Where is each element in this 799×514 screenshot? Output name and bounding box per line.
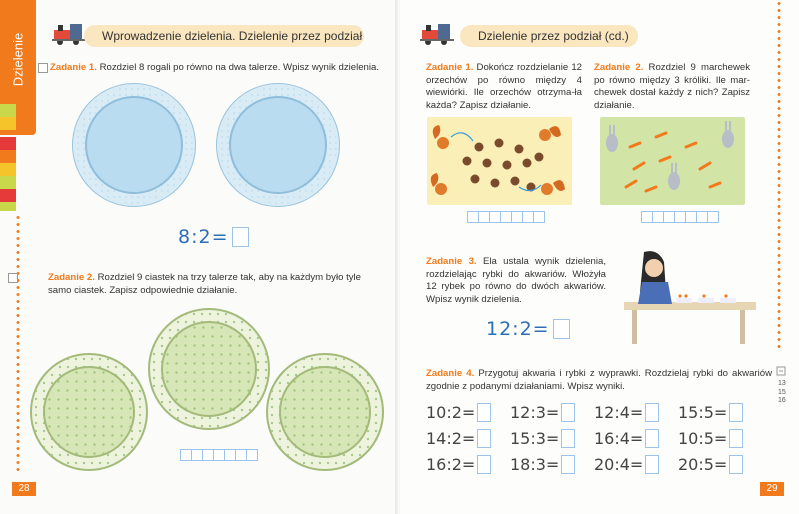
answer-box[interactable] — [232, 227, 249, 247]
equation — [426, 429, 491, 448]
color-stripe — [0, 176, 16, 189]
train-icon — [52, 22, 88, 46]
color-stripe — [0, 163, 16, 176]
equation-text: 14:2= — [426, 429, 476, 448]
task-1-text: Rozdziel 8 rogali po równo na dwa talerze. Wpisz wynik dzielenia. — [99, 62, 380, 73]
answer-grid[interactable] — [641, 211, 719, 223]
task-3-equation — [486, 318, 570, 340]
right-page — [400, 0, 799, 514]
equation — [426, 455, 491, 474]
dotted-line — [777, 0, 781, 350]
equation-text: 12:2= — [486, 318, 550, 340]
equation-text: 16:4= — [594, 429, 644, 448]
left-page — [0, 0, 397, 514]
equation — [510, 403, 575, 422]
color-stripe — [0, 117, 16, 130]
rabbits-illustration — [600, 117, 745, 205]
task-2-text: Rozdziel 9 ciastek na trzy talerze tak, aby na każdym było tyle samo ciastek. Zapisz odpowiednie działanie. — [48, 272, 362, 296]
equation — [426, 403, 491, 422]
dotted-line — [16, 214, 20, 474]
page-header: Dzielenie przez podział (cd.) — [460, 25, 638, 47]
equation-text: 10:5= — [678, 429, 728, 448]
answer-grid[interactable] — [467, 211, 545, 223]
task-1 — [426, 62, 582, 112]
answer-box[interactable] — [561, 455, 575, 474]
answer-box[interactable] — [645, 403, 659, 422]
answer-box[interactable] — [477, 403, 491, 422]
equation-text: 18:3= — [510, 455, 560, 474]
margin-refs — [778, 380, 786, 406]
equation-text: 8:2= — [178, 226, 229, 248]
task-1 — [50, 62, 390, 75]
equation — [594, 429, 659, 448]
task-3-label: Zadanie 3. — [426, 256, 477, 267]
equation — [678, 455, 743, 474]
task-2-text: Rozdziel 9 marchewek po równo między 3 króliki. Ile mar-chewek dostał każdy z nich? Zapisz działanie. — [594, 62, 751, 111]
answer-box[interactable] — [561, 403, 575, 422]
equation — [594, 403, 659, 422]
girl-at-desk-illustration — [614, 250, 759, 345]
worksheet-ref-icon — [776, 366, 786, 376]
plate — [30, 353, 148, 471]
page-number: 28 — [12, 482, 36, 496]
answer-box[interactable] — [729, 403, 743, 422]
task-1-label: Zadanie 1. — [426, 62, 474, 73]
equation-text: 15:5= — [678, 403, 728, 422]
color-stripe — [0, 202, 16, 211]
equation-text: 16:2= — [426, 455, 476, 474]
answer-box[interactable] — [477, 455, 491, 474]
answer-grid[interactable] — [180, 449, 258, 461]
task-1-equation — [178, 226, 249, 248]
task-4-label: Zadanie 4. — [426, 368, 475, 379]
answer-box[interactable] — [553, 319, 570, 339]
equation-text: 12:4= — [594, 403, 644, 422]
equation-text: 12:3= — [510, 403, 560, 422]
answer-box[interactable] — [561, 429, 575, 448]
margin-ref: 15 — [778, 388, 786, 396]
margin-ref: 16 — [778, 397, 786, 404]
task-3-text: Ela ustala wynik dzielenia, rozdzielając rybki do akwariów. Włożyła 12 rybek po równo do dwóch akwariów. Wpisz wynik dzielenia. — [426, 256, 606, 305]
task-4-text: Przygotuj akwaria i rybki z wyprawki. Rozdzielaj rybki do akwariów zgodnie z podanymi działaniami. Wpisz wyniki. — [426, 368, 773, 392]
equation-text: 15:3= — [510, 429, 560, 448]
task-2-label: Zadanie 2. — [48, 272, 95, 283]
answer-box[interactable] — [645, 455, 659, 474]
task-1-text: Dokończ rozdzielanie 12 orzechów po równo między 4 wiewiórki. Ile orzechów otrzyma-ła każda? Zapisz działanie. — [426, 62, 582, 111]
plate — [72, 83, 196, 207]
equation — [594, 455, 659, 474]
task-2 — [594, 62, 750, 112]
equation — [678, 429, 743, 448]
equation-text: 20:4= — [594, 455, 644, 474]
plate — [148, 308, 270, 430]
equation-text: 10:2= — [426, 403, 476, 422]
task-checkbox[interactable] — [8, 273, 18, 283]
answer-box[interactable] — [729, 455, 743, 474]
equation — [510, 429, 575, 448]
train-icon — [420, 22, 456, 46]
task-1-label: Zadanie 1. — [50, 62, 97, 73]
squirrels-illustration — [427, 117, 572, 205]
equation — [678, 403, 743, 422]
equation-text: 20:5= — [678, 455, 728, 474]
plate — [266, 353, 384, 471]
answer-box[interactable] — [645, 429, 659, 448]
chapter-tab-label: Dzielenie — [10, 32, 26, 87]
color-stripe — [0, 104, 16, 117]
task-2 — [48, 272, 383, 297]
answer-box[interactable] — [729, 429, 743, 448]
color-stripe — [0, 150, 16, 163]
margin-ref: 13 — [778, 380, 786, 387]
page-header: Wprowadzenie dzielenia. Dzielenie przez podział — [84, 25, 364, 47]
task-checkbox[interactable] — [38, 63, 48, 73]
task-4 — [426, 368, 772, 393]
equation — [510, 455, 575, 474]
color-stripe — [0, 189, 16, 202]
answer-box[interactable] — [477, 429, 491, 448]
plate — [216, 83, 340, 207]
task-3 — [426, 256, 606, 306]
color-stripe — [0, 137, 16, 150]
page-number: 29 — [760, 482, 784, 496]
task-2-label: Zadanie 2. — [594, 62, 644, 73]
